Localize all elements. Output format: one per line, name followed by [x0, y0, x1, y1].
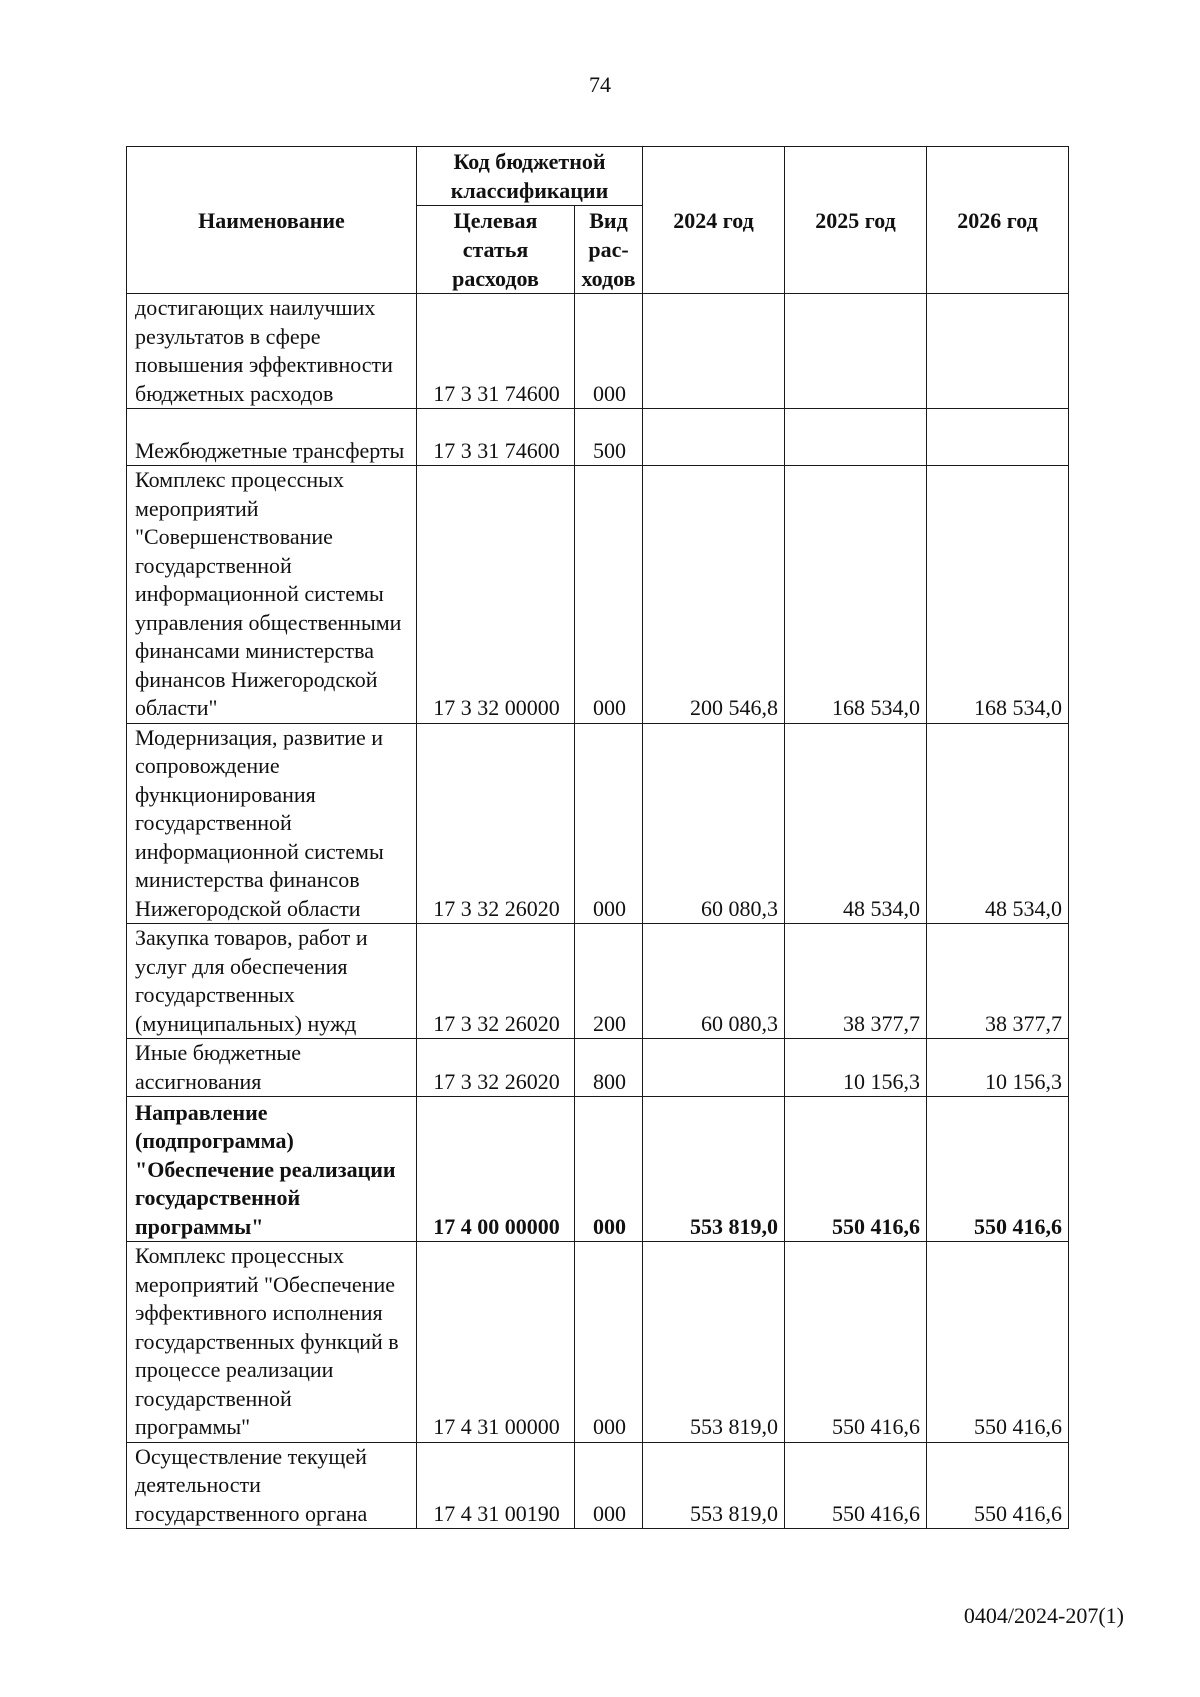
- row-value-2026: 550 416,6: [927, 1442, 1069, 1529]
- row-value-2025: [785, 294, 927, 409]
- table-row: [127, 1039, 1069, 1097]
- row-value-2025: [785, 409, 927, 466]
- row-expense-type: 000: [575, 294, 643, 409]
- row-value-2026: [927, 294, 1069, 409]
- header-target-article: Целевая статья расходов: [417, 206, 575, 294]
- page-number: 74: [589, 72, 611, 97]
- row-value-2026: 550 416,6: [927, 1097, 1069, 1242]
- row-target-article: 17 3 32 00000: [417, 466, 575, 724]
- row-expense-type: 500: [575, 409, 643, 466]
- header-year-2026: 2026 год: [927, 147, 1069, 294]
- row-value-2026: 38 377,7: [927, 924, 1069, 1039]
- row-expense-type: 000: [575, 723, 643, 924]
- row-value-2025: 48 534,0: [785, 723, 927, 924]
- row-value-2026: 168 534,0: [927, 466, 1069, 724]
- row-value-2025: 550 416,6: [785, 1442, 927, 1529]
- row-target-article: 17 4 31 00190: [417, 1442, 575, 1529]
- row-expense-type: 000: [575, 1242, 643, 1443]
- header-year-2025: 2025 год: [785, 147, 927, 294]
- table-row: [127, 723, 1069, 924]
- header-name: Наименование: [127, 147, 417, 294]
- row-value-2025: 550 416,6: [785, 1242, 927, 1443]
- row-name: Осуществление текущей деятельности государственного органа: [127, 1442, 417, 1529]
- row-name: Комплекс процессных мероприятий "Обеспечение эффективного исполнения государственных функций в процессе реализации государственной программы": [127, 1242, 417, 1443]
- table-row: [127, 924, 1069, 1039]
- row-name: Комплекс процессных мероприятий "Совершенствование государственной информационной системы управления общественными финансами министерства финансов Нижегородской области": [127, 466, 417, 724]
- row-name: Направление (подпрограмма) "Обеспечение реализации государственной программы": [127, 1097, 417, 1242]
- row-name: Межбюджетные трансферты: [127, 409, 417, 466]
- row-value-2024: [643, 294, 785, 409]
- row-value-2024: [643, 1039, 785, 1097]
- row-target-article: 17 3 31 74600: [417, 409, 575, 466]
- row-value-2024: 200 546,8: [643, 466, 785, 724]
- row-value-2024: [643, 409, 785, 466]
- row-name: Иные бюджетные ассигнования: [127, 1039, 417, 1097]
- row-value-2024: 553 819,0: [643, 1097, 785, 1242]
- table-row: [127, 294, 1069, 409]
- row-value-2026: 48 534,0: [927, 723, 1069, 924]
- row-expense-type: 000: [575, 1442, 643, 1529]
- row-value-2025: 38 377,7: [785, 924, 927, 1039]
- document-code: 0404/2024-207(1): [963, 1603, 1124, 1628]
- table-row: [127, 1242, 1069, 1443]
- row-value-2024: 553 819,0: [643, 1442, 785, 1529]
- row-value-2026: 10 156,3: [927, 1039, 1069, 1097]
- row-value-2024: 60 080,3: [643, 723, 785, 924]
- row-target-article: 17 4 31 00000: [417, 1242, 575, 1443]
- row-value-2024: 553 819,0: [643, 1242, 785, 1443]
- table-body: [127, 294, 1069, 1529]
- row-target-article: 17 3 31 74600: [417, 294, 575, 409]
- row-expense-type: 800: [575, 1039, 643, 1097]
- row-value-2026: [927, 409, 1069, 466]
- row-expense-type: 200: [575, 924, 643, 1039]
- header-expense-type: Вид рас-ходов: [575, 206, 643, 294]
- row-target-article: 17 3 32 26020: [417, 1039, 575, 1097]
- row-value-2025: 10 156,3: [785, 1039, 927, 1097]
- row-target-article: 17 3 32 26020: [417, 723, 575, 924]
- table-row: [127, 1442, 1069, 1529]
- row-expense-type: 000: [575, 466, 643, 724]
- row-name: Модернизация, развитие и сопровождение функционирования государственной информационной системы министерства финансов Нижегородской области: [127, 723, 417, 924]
- budget-table: [126, 146, 1069, 1529]
- row-value-2025: 168 534,0: [785, 466, 927, 724]
- row-value-2024: 60 080,3: [643, 924, 785, 1039]
- row-target-article: 17 4 00 00000: [417, 1097, 575, 1242]
- header-year-2024: 2024 год: [643, 147, 785, 294]
- table-row: [127, 409, 1069, 466]
- row-value-2026: 550 416,6: [927, 1242, 1069, 1443]
- header-code-group: Код бюджетной классификации: [417, 147, 643, 206]
- table-row: [127, 1097, 1069, 1242]
- row-name: достигающих наилучших результатов в сфере повышения эффективности бюджетных расходов: [127, 294, 417, 409]
- row-expense-type: 000: [575, 1097, 643, 1242]
- table-row: [127, 466, 1069, 724]
- row-target-article: 17 3 32 26020: [417, 924, 575, 1039]
- row-value-2025: 550 416,6: [785, 1097, 927, 1242]
- row-name: Закупка товаров, работ и услуг для обеспечения государственных (муниципальных) нужд: [127, 924, 417, 1039]
